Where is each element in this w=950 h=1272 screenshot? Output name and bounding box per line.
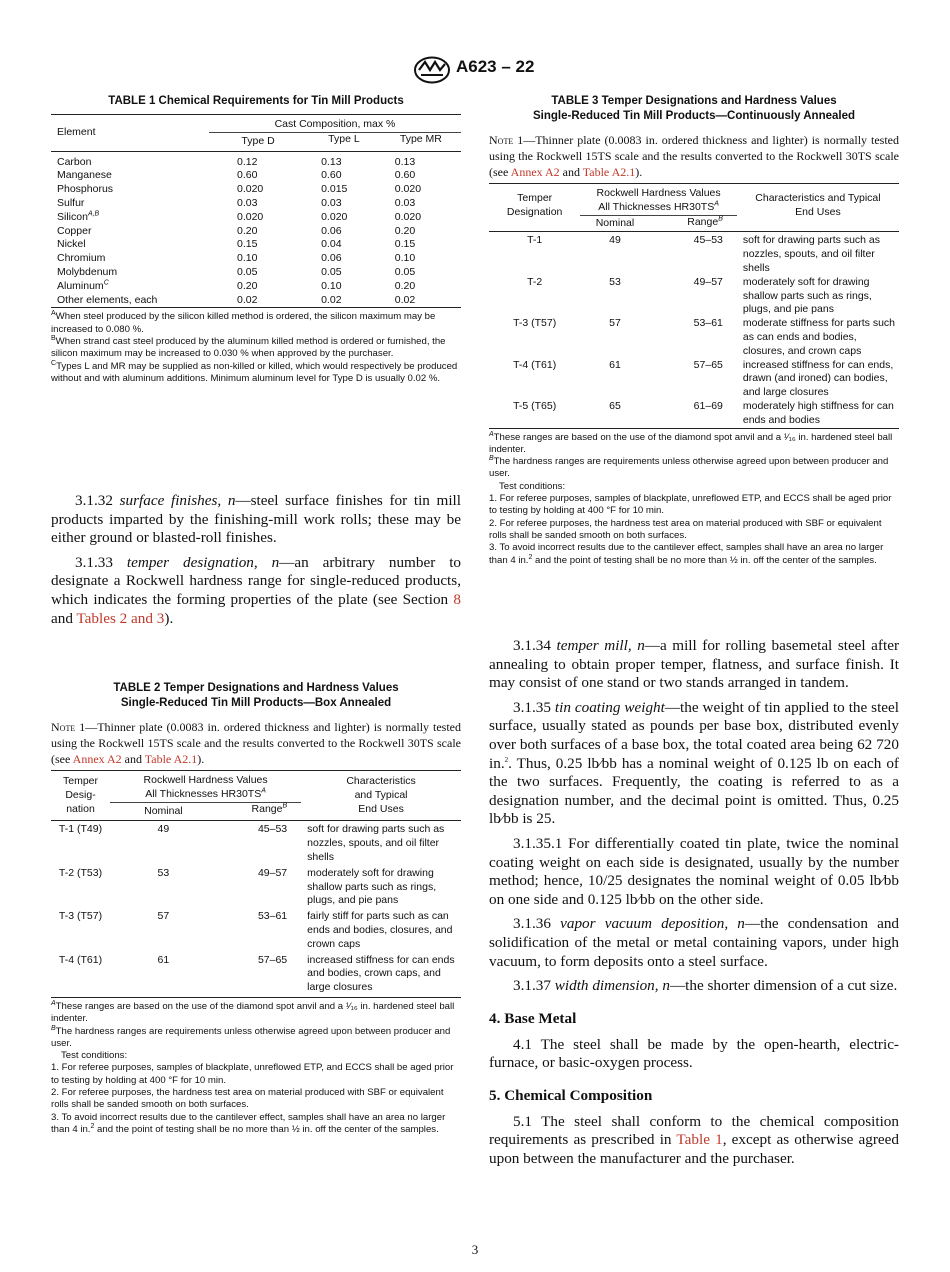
value-cell: 0.05 — [321, 265, 342, 278]
right-body-text — [489, 637, 899, 1169]
table-3 — [489, 94, 899, 567]
value-cell: 0.020 — [394, 210, 422, 223]
end-uses-cell: soft for drawing parts such as nozzles, spouts, and oil filter shells — [742, 234, 881, 274]
table-1-link[interactable]: Table 1 — [676, 1131, 723, 1149]
value-cell: 0.15 — [394, 238, 416, 251]
tables-2-3-link[interactable]: Tables 2 and 3 — [76, 609, 165, 627]
end-uses-cell: moderately soft for drawing shallow parts such as rings, plugs, and pie pans — [307, 866, 437, 907]
paragraph-3-1-33: 3.1.33 temper designation, n—an arbitrary number to designate a Rockwell hardness range for single-reduced products, which indicates the forming properties of the plate (see Section 8 and Tables 2 and 3). — [51, 553, 462, 627]
paragraph-3-1-37: 3.1.37 width dimension, n—the shorter dimension of a cut size. — [513, 977, 898, 995]
value-cell: 0.05 — [237, 265, 258, 278]
table-2-note: Note 1—Thinner plate (0.0083 in. ordered thickness and lighter) is normally tested using the Rockwell 15TS scale and the results converted to the Rockwell 30TS scale (see Annex A2 and Table A2.1). — [51, 720, 462, 766]
end-uses-cell: soft for drawing parts such as nozzles, spouts, and oil filter shells — [307, 823, 445, 863]
header-characteristics: Characteristics and Typical End Uses — [755, 192, 881, 218]
table-2-caption: TABLE 2 Temper Designations and Hardness Values Single-Reduced Tin Mill Products—Box Annealed — [113, 682, 399, 709]
astm-logo-icon — [413, 56, 451, 84]
table-row — [51, 197, 461, 211]
table-row — [51, 280, 461, 294]
temper-cell: T-2 (T53) — [58, 866, 103, 879]
table-row — [489, 232, 899, 276]
header-type: Type MR — [399, 132, 442, 145]
table-row — [51, 225, 461, 239]
table-1-caption: TABLE 1 Chemical Requirements for Tin Mill Products — [108, 95, 404, 107]
footnote: $^B$When strand cast steel produced by the aluminum killed method is ordered or furnished, the silicon maximum may be increased to 0.030 % when approved by the purchaser. — [51, 334, 446, 360]
value-cell: 0.15 — [237, 238, 258, 251]
paragraph-4-1: 4.1 The steel shall be made by the open-hearth, electric-furnace, or basic-oxygen process. — [489, 1035, 899, 1072]
test-conditions-label: Test conditions: — [499, 480, 566, 492]
value-cell: 0.020 — [321, 210, 348, 223]
table-row — [489, 276, 899, 317]
element-cell: Sulfur — [57, 196, 85, 209]
value-cell: 0.20 — [394, 279, 416, 292]
range-cell: 49–57 — [693, 275, 723, 288]
table-2-grid — [51, 770, 461, 998]
element-cell: Manganese — [57, 169, 112, 182]
table-1-footnotes — [51, 311, 461, 385]
table-row — [51, 867, 461, 910]
paragraph-5-1: 5.1 The steel shall conform to the chemical composition requirements as prescribed in Table 1, except as otherwise agreed upon between the manufacturer and the purchaser. — [489, 1112, 899, 1168]
nominal-cell: 49 — [157, 823, 170, 836]
header-temper: Temper Desig- nation — [63, 775, 99, 815]
section-5-title: 5. Chemical Composition — [489, 1086, 653, 1104]
range-cell: 53–61 — [693, 317, 723, 330]
nominal-cell: 65 — [609, 399, 621, 412]
nominal-cell: 57 — [157, 910, 170, 923]
table-row — [51, 294, 461, 308]
header-type: Type D — [241, 134, 275, 147]
table-1-grid — [51, 114, 461, 308]
temper-cell: T-3 (T57) — [58, 910, 103, 923]
annex-a2-link[interactable]: Annex A2 — [72, 752, 122, 766]
range-cell: 49–57 — [257, 866, 288, 879]
page-header — [0, 56, 950, 86]
value-cell: 0.60 — [321, 169, 342, 182]
value-cell: 0.10 — [321, 279, 342, 292]
value-cell: 0.10 — [394, 252, 416, 265]
document-id: A623 – 22 — [456, 57, 535, 76]
table-row — [489, 317, 899, 358]
temper-cell: T-1 — [527, 234, 543, 247]
table-3-caption: TABLE 3 Temper Designations and Hardness Values Single-Reduced Tin Mill Products—Continuously Annealed — [532, 95, 856, 122]
range-cell: 45–53 — [693, 234, 723, 247]
footnote: $^B$The hardness ranges are requirements unless otherwise agreed upon between producer and user. — [51, 1024, 451, 1049]
header-characteristics: Characteristics and Typical End Uses — [346, 775, 416, 815]
value-cell: 0.02 — [394, 293, 416, 306]
element-cell: Other elements, each — [57, 293, 158, 306]
element-cell: Phosphorus — [57, 183, 114, 196]
table-1 — [51, 94, 461, 385]
nominal-cell: 57 — [609, 317, 621, 330]
paragraph-3-1-35-1: 3.1.35.1 For differentially coated tin plate, twice the nominal coating weight on each side is designated, usually by the number method; hence, 10/25 designates the nominal weight of 0.05 lb⁄bb on one side and 0.125 lb⁄bb on the other side. — [489, 834, 899, 908]
section-8-link[interactable]: 8 — [453, 590, 461, 608]
header-temper: Temper Designation — [506, 192, 563, 218]
header-type: Type L — [328, 132, 360, 145]
element-cell: Silicon$^{A,B}$ — [57, 210, 100, 223]
paragraph-3-1-34: 3.1.34 temper mill, n—a mill for rolling basemetal steel after annealing to obtain proper temper, flatness, and surface finish. It may consist of one stand or two stands arranged in tandem. — [489, 637, 900, 692]
temper-cell: T-4 (T61) — [58, 953, 103, 966]
value-cell: 0.015 — [321, 183, 348, 196]
value-cell: 0.03 — [321, 196, 342, 209]
range-cell: 53–61 — [257, 910, 288, 923]
element-cell: Chromium — [57, 252, 106, 265]
value-cell: 0.10 — [237, 252, 258, 265]
nominal-cell: 61 — [157, 953, 170, 966]
header-rockwell: Rockwell Hardness Values All Thicknesses $HR30TS^A$ — [580, 184, 737, 216]
range-cell: 61–69 — [693, 399, 723, 412]
section-4-title: 4. Base Metal — [489, 1009, 577, 1027]
element-cell: Copper — [57, 224, 92, 237]
table-row — [51, 821, 461, 867]
test-condition: 2. For referee purposes, the hardness test area on material produced with SBF or equivalent rolls shall be sanded smooth on both surfaces. — [51, 1087, 444, 1111]
element-cell: Nickel — [57, 238, 86, 251]
table-row — [51, 169, 461, 183]
end-uses-cell: moderately high stiffness for can ends and bodies — [742, 399, 894, 426]
table-row — [51, 183, 461, 197]
annex-a2-link[interactable]: Annex A2 — [510, 165, 560, 179]
value-cell: 0.20 — [394, 224, 416, 237]
test-conditions-label: Test conditions: — [61, 1050, 128, 1062]
range-cell: 57–65 — [257, 953, 288, 966]
header-nominal: Nominal — [144, 804, 183, 817]
table-row — [51, 252, 461, 266]
footnote: $^C$Types L and MR may be supplied as non-killed or killed, which would respectively be produced without and with aluminum additions. Minimum aluminum level for Type D is usually 0.02 %. — [51, 359, 458, 384]
value-cell: 0.20 — [237, 224, 258, 237]
test-condition: 3. To avoid incorrect results due to the cantilever effect, samples shall have an area no larger than 4 in.$^2$ and the point of testing shall be no more than ½ in. off the center of the samples. — [51, 1111, 446, 1135]
element-cell: Aluminum$^C$ — [57, 279, 109, 292]
value-cell: 0.020 — [237, 210, 264, 223]
end-uses-cell: fairly stiff for parts such as can ends and bodies, closures, and crown caps — [307, 910, 453, 950]
value-cell: 0.13 — [321, 155, 342, 168]
test-condition: 1. For referee purposes, samples of blackplate, unreflowed ETP, and ECCS shall be aged prior to testing by holding at 400 °F for 10 min. — [489, 493, 892, 517]
test-condition: 1. For referee purposes, samples of blackplate, unreflowed ETP, and ECCS shall be aged prior to testing by holding at 400 °F for 10 min. — [51, 1062, 454, 1086]
table-3-note: Note 1—Thinner plate (0.0083 in. ordered thickness and lighter) is normally tested using the Rockwell 15TS scale and the results converted to the Rockwell 30TS scale (see Annex A2 and Table A2.1). — [489, 133, 900, 179]
table-row — [51, 266, 461, 280]
nominal-cell: 61 — [609, 358, 621, 371]
temper-cell: T-3 (T57) — [513, 317, 557, 330]
value-cell: 0.60 — [394, 169, 416, 182]
value-cell: 0.60 — [237, 169, 258, 182]
temper-cell: T-2 — [527, 275, 543, 288]
table-2-footnotes — [51, 1001, 461, 1136]
table-3-grid — [489, 183, 899, 429]
paragraph-3-1-35: 3.1.35 tin coating weight—the weight of tin applied to the steel surface, usually stated as pounds per base box, distributed evenly over both surfaces of a base box, the total coated area being 62 720 in.$^2$. Thus, 0.25 lb⁄bb has a nominal weight of 0.125 lb on each of the two surfaces. Frequently, the coating is referred to as a designation number, and the decimal point is omitted. Thus, 0.25 lb⁄bb is 25. — [489, 698, 900, 828]
footnote: $^A$These ranges are based on the use of the diamond spot anvil and a ¹⁄₁₆ in. hardened steel ball indenter. — [51, 999, 455, 1025]
page-number: 3 — [471, 1242, 479, 1257]
footnote: $^B$The hardness ranges are requirements unless otherwise agreed upon between producer and user. — [489, 454, 889, 480]
paragraph-3-1-36: 3.1.36 vapor vacuum deposition, n—the condensation and solidification of the metal or metal containing vapors, under high vacuum, to form deposits onto a steel surface. — [489, 915, 900, 970]
table-a2-1-link[interactable]: Table A2.1 — [144, 752, 198, 766]
nominal-cell: 53 — [609, 275, 621, 288]
test-condition: 3. To avoid incorrect results due to the cantilever effect, samples shall have an area no larger than 4 in.$^2$ and the point of testing shall be no more than ½ in. off the center of the samples. — [489, 542, 884, 566]
element-cell: Molybdenum — [57, 265, 118, 278]
range-cell: 45–53 — [257, 823, 288, 836]
table-row — [51, 211, 461, 225]
value-cell: 0.06 — [321, 224, 342, 237]
value-cell: 0.20 — [237, 279, 258, 292]
table-row — [51, 151, 461, 169]
value-cell: 0.03 — [394, 196, 416, 209]
test-condition: 2. For referee purposes, the hardness test area on material produced with SBF or equivalent rolls shall be sanded smooth on both surfaces. — [489, 517, 882, 541]
end-uses-cell: increased stiffness for can ends and bodies, crown caps, and large closures — [307, 953, 455, 994]
end-uses-cell: moderate stiffness for parts such as can ends and bodies, closures, and crown caps — [742, 317, 896, 357]
table-row — [489, 359, 899, 400]
footnote: $^A$These ranges are based on the use of the diamond spot anvil and a ¹⁄₁₆ in. hardened steel ball indenter. — [489, 430, 893, 455]
value-cell: 0.06 — [321, 252, 342, 265]
header-range: Range$^B$ — [251, 802, 288, 815]
value-cell: 0.05 — [394, 265, 416, 278]
end-uses-cell: moderately soft for drawing shallow parts such as rings, plugs, and pie pans — [742, 275, 872, 316]
header-rockwell: Rockwell Hardness Values All Thicknesses $HR30TS^A$ — [110, 771, 301, 803]
header-range: Range$^B$ — [687, 215, 723, 228]
nominal-cell: 53 — [157, 866, 170, 879]
value-cell: 0.03 — [237, 196, 258, 209]
end-uses-cell: increased stiffness for can ends, drawn (and ironed) can bodies, and large closures — [742, 358, 894, 399]
value-cell: 0.02 — [321, 293, 342, 306]
paragraph-3-1-32: 3.1.32 surface finishes, n—steel surface finishes for tin mill products imparted by the finishing-mill work rolls; these may be either ground or blasted-roll finishes. — [51, 492, 462, 547]
table-row — [51, 910, 461, 953]
temper-cell: T-1 (T49) — [58, 823, 103, 836]
nominal-cell: 49 — [609, 234, 621, 247]
table-a2-1-link[interactable]: Table A2.1 — [582, 165, 636, 179]
table-3-footnotes — [489, 432, 899, 567]
table-row — [51, 954, 461, 998]
element-cell: Carbon — [57, 155, 92, 168]
value-cell: 0.02 — [237, 293, 258, 306]
table-row — [489, 400, 899, 428]
left-body-text — [51, 492, 461, 628]
table-row — [51, 238, 461, 252]
value-cell: 0.020 — [394, 183, 422, 196]
footnote: $^A$When steel produced by the silicon killed method is ordered, the silicon maximum may be increased to 0.080 %. — [51, 310, 436, 335]
temper-cell: T-4 (T61) — [513, 358, 557, 371]
range-cell: 57–65 — [693, 358, 723, 371]
temper-cell: T-5 (T65) — [513, 399, 557, 412]
header-element: Element — [57, 125, 96, 138]
table-2 — [51, 681, 461, 1136]
value-cell: 0.12 — [237, 155, 258, 168]
header-nominal: Nominal — [595, 216, 635, 229]
header-cast-composition: Cast Composition, max % — [209, 115, 461, 133]
value-cell: 0.13 — [394, 155, 416, 168]
value-cell: 0.04 — [321, 238, 342, 251]
value-cell: 0.020 — [237, 183, 264, 196]
